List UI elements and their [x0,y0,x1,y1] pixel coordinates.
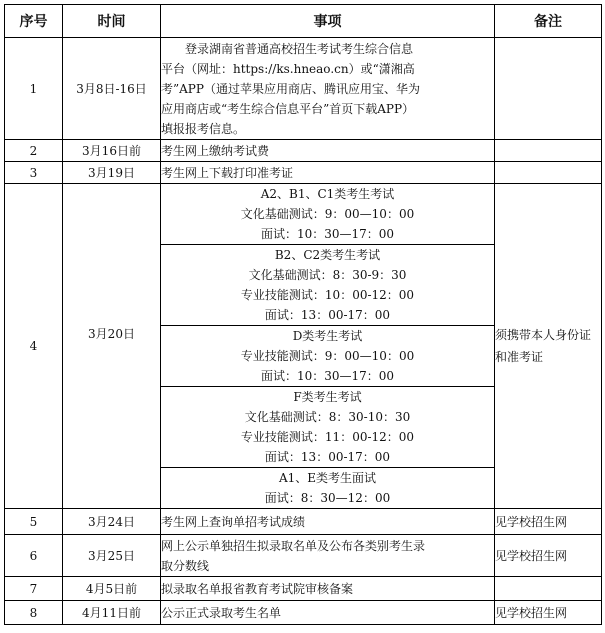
block-line: 面试：8：30—12：00 [264,491,391,505]
block-line: A1、E类考生面试 [278,471,377,485]
exam-block [161,387,494,468]
item-line: 平台（网址：https://ks.hneao.cn）或“潇湘高 [161,61,415,76]
block-line: 专业技能测试：10：00-12：00 [240,288,415,302]
item-line: 填报报考信息。 [161,121,246,136]
exam-block [161,468,494,508]
row-item: 公示正式录取考生名单 [161,601,495,625]
header-seq: 序号 [5,5,63,38]
table-row [5,162,602,184]
row-seq: 7 [5,577,63,601]
row-seq: 2 [5,140,63,162]
row-time: 3月24日 [63,509,161,535]
table-row [5,184,602,509]
exam-block [161,326,494,387]
table-row [5,509,602,535]
row-seq: 3 [5,162,63,184]
row-time: 4月11日前 [63,601,161,625]
block-line: 面试：13：00-17：00 [264,450,391,464]
row-note [495,140,602,162]
row-item: 考生网上缴纳考试费 [161,140,495,162]
block-line: 面试：10：30—17：00 [260,369,395,383]
table-row [5,535,602,577]
block-line: 专业技能测试：11：00-12：00 [240,430,415,444]
item-line: 取分数线 [161,558,210,573]
item-line: 应用商店或“考生综合信息平台”首页下载APP） [161,101,415,116]
row-item: 考生网上查询单招考试成绩 [161,509,495,535]
block-line: 文化基础测试：9：00—10：00 [240,207,415,221]
block-line: 面试：13：00-17：00 [264,308,391,322]
item-line: 登录湖南省普通高校招生考试考生综合信息 [185,41,414,56]
row-time: 3月8日-16日 [63,38,161,140]
row-item: 考生网上下载打印准考证 [161,162,495,184]
row-item [161,535,495,577]
row-note: 见学校招生网 [495,535,602,577]
block-line: 文化基础测试：8：30-10：30 [244,410,411,424]
row-note: 须携带本人身份证和准考证 [495,184,602,509]
row-seq: 1 [5,38,63,140]
row-time: 4月5日前 [63,577,161,601]
item-line: 考”APP（通过苹果应用商店、腾讯应用宝、华为 [161,81,420,96]
table-row [5,601,602,625]
block-line: D类考生考试 [292,329,363,343]
row-seq: 8 [5,601,63,625]
row-note: 见学校招生网 [495,509,602,535]
table-row [5,38,602,140]
header-item: 事项 [161,5,495,38]
block-line: 专业技能测试：9：00—10：00 [240,349,415,363]
block-line: 面试：10：30—17：00 [260,227,395,241]
row-item [161,38,495,140]
block-line: A2、B1、C1类考生考试 [260,187,395,201]
row-note: 见学校招生网 [495,601,602,625]
schedule-table [4,4,602,625]
row-seq: 6 [5,535,63,577]
exam-block [161,245,494,326]
exam-block [161,184,494,245]
row-note [495,162,602,184]
row-item-blocks [161,184,495,509]
row-seq: 4 [5,184,63,509]
header-note: 备注 [495,5,602,38]
header-row [5,5,602,38]
block-line: F类考生考试 [293,390,362,404]
row-seq: 5 [5,509,63,535]
block-line: 文化基础测试：8：30-9：30 [248,268,407,282]
block-line: B2、C2类考生考试 [274,248,381,262]
row-time: 3月16日前 [63,140,161,162]
row-note [495,577,602,601]
row-note [495,38,602,140]
table-row [5,577,602,601]
table-row [5,140,602,162]
row-time: 3月25日 [63,535,161,577]
item-line: 网上公示单独招生拟录取名单及公布各类别考生录 [161,538,426,553]
row-time: 3月19日 [63,162,161,184]
header-time: 时间 [63,5,161,38]
row-time: 3月20日 [63,184,161,509]
row-item: 拟录取名单报省教育考试院审核备案 [161,577,495,601]
